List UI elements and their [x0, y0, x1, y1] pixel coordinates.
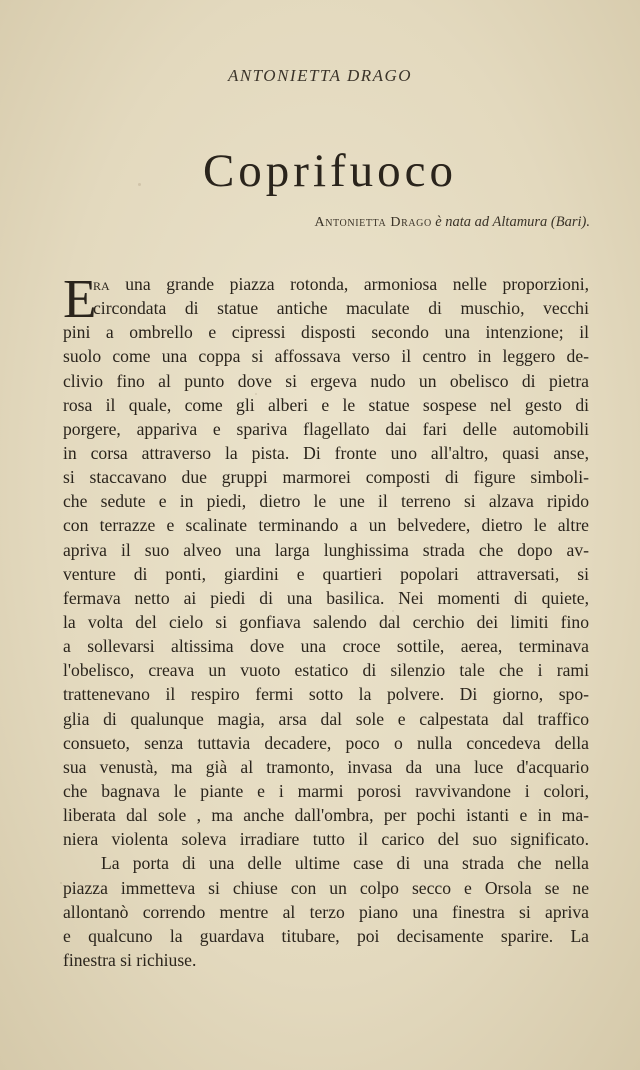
byline-text: è nata ad Altamura (Bari).: [435, 214, 590, 230]
text-line: pini a ombrello e cipressi disposti secondo una intenzione; il: [63, 322, 589, 343]
text-line: niera violenta soleva irradiare tutto il carico del suo significato.: [63, 829, 589, 850]
article-body: [63, 268, 589, 972]
text-line: liberata dal sole , ma anche dall'ombra, per pochi istanti e in ma-: [63, 805, 589, 826]
text-line: che sedute e in piedi, dietro le une il terreno si alzava ripido: [63, 491, 589, 512]
text-line: glia di qualunque magia, arsa dal sole e calpestata dal traffico: [63, 708, 589, 729]
author-heading: ANTONIETTA DRAGO: [227, 66, 413, 85]
text-line: e qualcuno la guardava titubare, poi decisamente sparire. La: [63, 925, 589, 946]
first-word-rest: ra: [93, 274, 110, 294]
text-line: piazza immetteva si chiuse con un colpo secco e Orsola se ne: [63, 877, 589, 898]
text-line: in corsa attraverso la pista. Di fronte uno all'altro, quasi anse,: [63, 442, 589, 463]
text-line: trattenevano il respiro fermi sotto la polvere. Di giorno, spo-: [63, 684, 589, 705]
story-title: Coprifuoco: [202, 145, 458, 197]
text-line: l'obelisco, creava un vuoto estatico di silenzio tale che i rami: [63, 660, 589, 681]
text-line: finestra si richiuse.: [63, 949, 197, 970]
text-line: La porta di una delle ultime case di una strada che nella: [101, 853, 589, 874]
text-line: apriva il suo alveo una larga lunghissima strada che dopo av-: [63, 539, 589, 560]
text-line: la volta del cielo si gonfiava salendo dal cerchio dei limiti fino: [63, 611, 589, 632]
text-line: venture di ponti, giardini e quartieri popolari attraversati, si: [63, 563, 589, 584]
text-line: allontanò correndo mentre al terzo piano una finestra si apriva: [63, 901, 589, 922]
text-line: che bagnava le piante e i marmi porosi ravvivandone i colori,: [63, 780, 589, 801]
text-line: consueto, senza tuttavia decadere, poco o nulla concedeva della: [63, 732, 589, 753]
drop-cap: E: [63, 268, 97, 329]
text-line: circondata di statue antiche maculate di muschio, vecchi: [93, 298, 589, 319]
text-line: con terrazze e scalinate terminando a un belvedere, dietro le altre: [63, 515, 589, 536]
text-line: si staccavano due gruppi marmorei composti di figure simboli-: [63, 467, 589, 488]
paper-spot: [60, 882, 62, 884]
text-line: a sollevarsi altissima dove una croce sottile, aerea, terminava: [63, 636, 589, 657]
text-line: clivio fino al punto dove si ergeva nudo un obelisco di pietra: [63, 370, 589, 391]
author-byline: [315, 214, 591, 231]
text-line: sua venustà, ma già al tramonto, invasa da una luce d'acquario: [63, 756, 589, 777]
text-line: fermava netto ai piedi di una basilica. Nei momenti di quiete,: [63, 587, 589, 608]
text-line: porgere, appariva e spariva flagellato dai fari delle automobili: [63, 418, 589, 439]
text-line: rosa il quale, come gli alberi e le statue sospese nel gesto di: [63, 394, 589, 415]
text-line: ra una grande piazza rotonda, armoniosa nelle proporzioni,: [93, 274, 589, 294]
byline-name: Antonietta Drago: [314, 215, 432, 230]
text-line: suolo come una coppa si affossava verso il centro in leggero de-: [63, 346, 589, 367]
